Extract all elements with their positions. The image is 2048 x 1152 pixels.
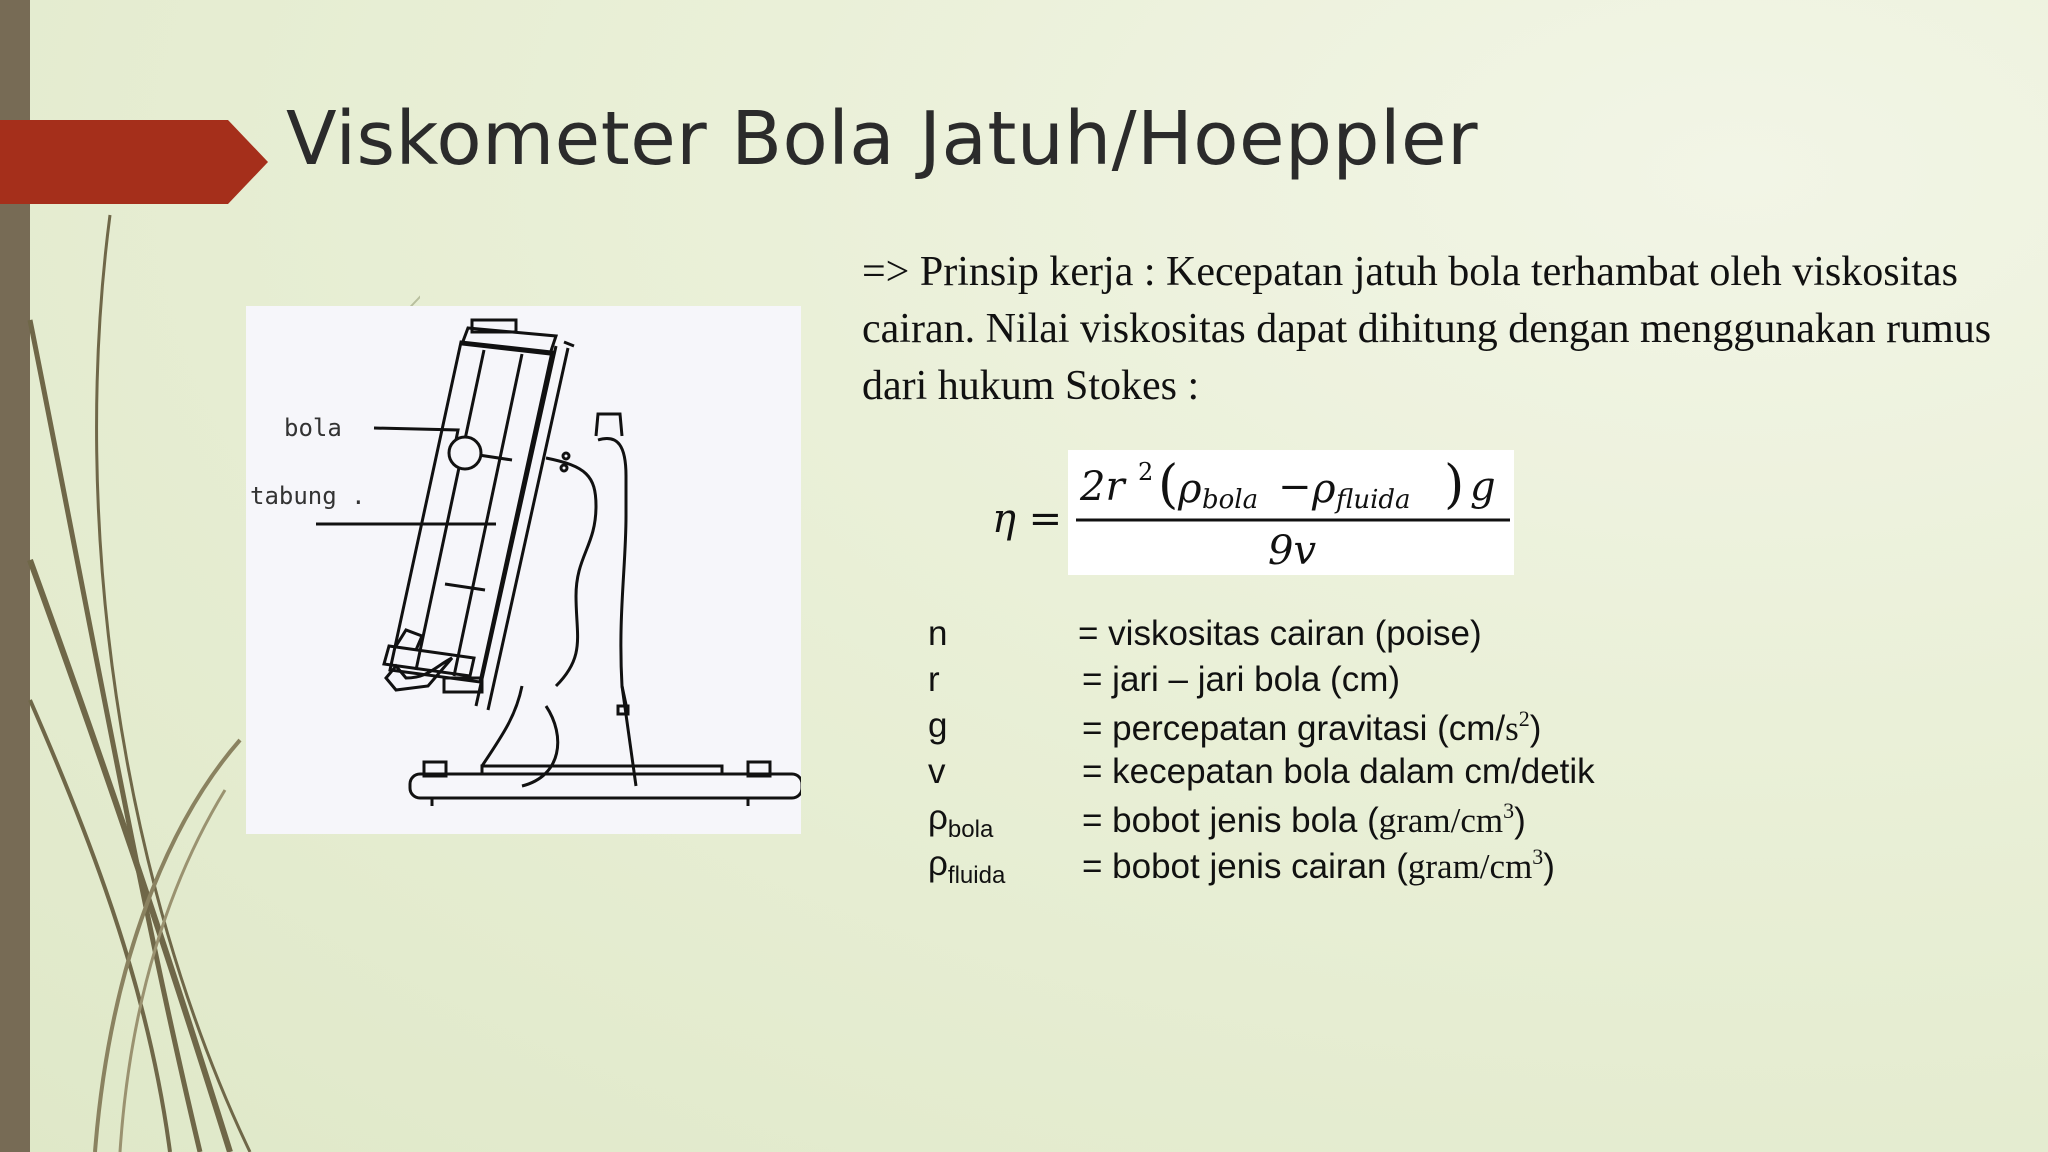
formula-denominator: 9v: [1268, 528, 1317, 574]
variable-symbol: $\rho_{bola}$: [928, 798, 994, 843]
variable-symbol: n: [928, 614, 948, 653]
principle-text: => Prinsip kerja : Kecepatan jatuh bola terhambat oleh viskositas cairan. Nilai viskositas dapat dihitung dengan menggunakan rumus dari hukum Stokes :: [862, 249, 1992, 409]
variable-symbol: $\rho_{fluida}$: [928, 844, 1006, 889]
label-tabung: tabung .: [250, 482, 366, 510]
variable-description: = percepatan gravitasi $(cm/s^2)$: [1082, 706, 1542, 748]
variable-description: = kecepatan bola dalam cm/detik: [1082, 752, 1595, 791]
variable-description: = bobot jenis bola $(gram/cm^3)$: [1082, 798, 1526, 840]
formula-coef: 2r: [1080, 464, 1125, 510]
formula-sub-fluida: fluida: [1336, 485, 1411, 515]
label-bola: bola: [284, 414, 342, 442]
title-arrow-marker: [0, 120, 268, 204]
formula-sub-bola: bola: [1202, 485, 1259, 515]
stokes-formula: [988, 450, 1514, 575]
formula-exponent: 2: [1138, 458, 1154, 486]
formula-rho-1: ρ: [1178, 466, 1202, 512]
formula-lhs: η =: [992, 496, 1063, 542]
viscometer-diagram: [246, 306, 801, 834]
variable-symbol: g: [928, 706, 948, 745]
svg-text:): ): [1444, 455, 1465, 515]
variable-symbol: r: [928, 660, 940, 699]
variable-symbol: v: [928, 752, 946, 791]
formula-g: g: [1470, 464, 1496, 510]
variable-description: = viskositas cairan (poise): [1078, 614, 1482, 653]
variable-description: = jari – jari bola (cm): [1082, 660, 1401, 699]
slide-title: Viskometer Bola Jatuh/Hoeppler: [286, 96, 1478, 182]
svg-text:(: (: [1158, 455, 1179, 515]
formula-rho-2: ρ: [1312, 466, 1336, 512]
variable-description: = bobot jenis cairan $(gram/cm^3)$: [1082, 844, 1555, 886]
formula-minus: −: [1278, 464, 1312, 510]
